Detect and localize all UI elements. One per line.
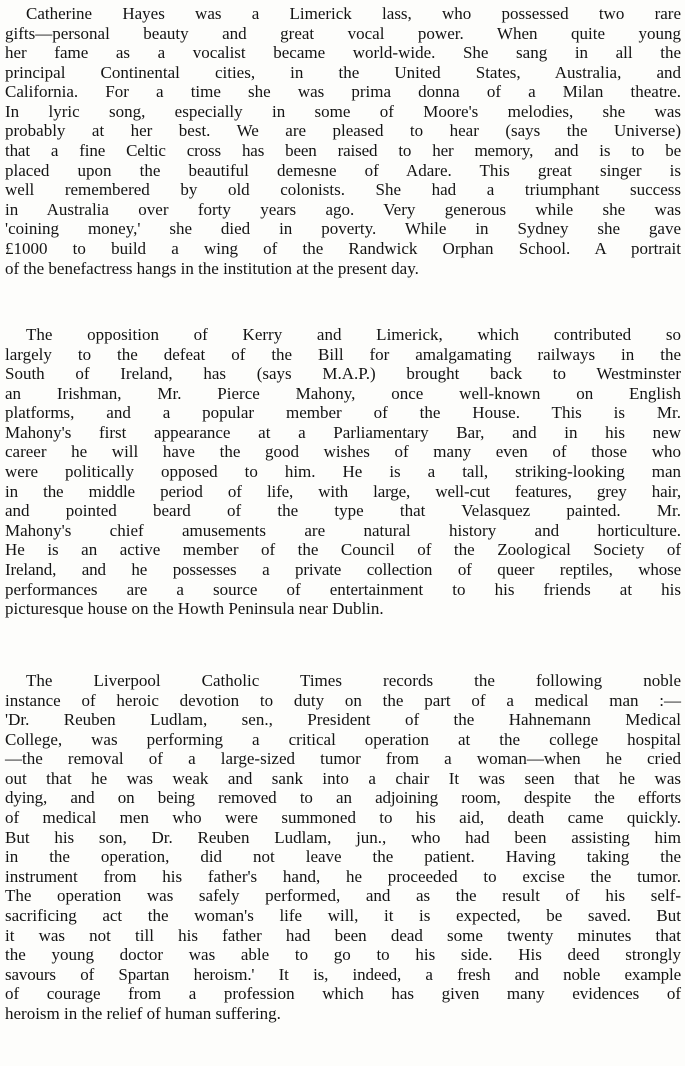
text-line: that a fine Celtic cross has been raised to her memory, and is to be	[5, 141, 681, 161]
text-line: California. For a time she was prima donna of a Milan theatre.	[5, 82, 681, 102]
text-line: an Irishman, Mr. Pierce Mahony, once well-known on English	[5, 383, 681, 403]
text-line: of medical men who were summoned to his aid, death came quickly.	[5, 808, 681, 828]
text-line: But his son, Dr. Reuben Ludlam, jun., who had been assisting him	[5, 827, 681, 847]
text-line: platforms, and a popular member of the House. This is Mr.	[5, 403, 681, 423]
text-line: of the benefactress hangs in the institution at the present day.	[5, 258, 419, 278]
text-line: performances are a source of entertainment to his friends at his	[5, 579, 681, 599]
text-line: instrument from his father's hand, he proceeded to excise the tumor.	[5, 866, 681, 886]
text-line: £1000 to build a wing of the Randwick Orphan School. A portrait	[5, 238, 681, 258]
paragraph-catherine-hayes	[5, 4, 681, 278]
text-line: heroism in the relief of human suffering.	[5, 1003, 281, 1023]
text-line: College, was performing a critical operation at the college hospital	[5, 729, 681, 749]
text-line: The operation was safely performed, and as the result of his self-	[5, 886, 681, 906]
text-line: and pointed beard of the type that Velasquez painted. Mr.	[5, 501, 681, 521]
text-line: sacrificing act the woman's life will, it is expected, be saved. But	[5, 905, 681, 925]
text-line: in the middle period of life, with large, well-cut features, grey hair,	[5, 481, 681, 501]
text-line: The opposition of Kerry and Limerick, which contributed so	[26, 325, 681, 344]
text-line: 'Dr. Reuben Ludlam, sen., President of the Hahnemann Medical	[5, 710, 681, 730]
text-line: largely to the defeat of the Bill for amalgamating railways in the	[5, 344, 681, 364]
text-line: Ireland, and he possesses a private collection of queer reptiles, whose	[5, 559, 681, 579]
text-line: placed upon the beautiful demesne of Adare. This great singer is	[5, 160, 681, 180]
text-line: The Liverpool Catholic Times records the following noble	[26, 671, 681, 690]
text-line: Mahony's first appearance at a Parliamentary Bar, and in his new	[5, 422, 681, 442]
text-line: In lyric song, especially in some of Moore's melodies, she was	[5, 101, 681, 121]
text-line: —the removal of a large-sized tumor from a woman—when he cried	[5, 749, 681, 769]
text-line: her fame as a vocalist became world-wide. She sang in all the	[5, 43, 681, 63]
text-line: well remembered by old colonists. She had a triumphant success	[5, 180, 681, 200]
text-line: savours of Spartan heroism.' It is, indeed, a fresh and noble example	[5, 964, 681, 984]
text-line: principal Continental cities, in the United States, Australia, and	[5, 62, 681, 82]
text-line: instance of heroic devotion to duty on the part of a medical man :—	[5, 690, 681, 710]
text-line: dying, and on being removed to an adjoining room, despite the efforts	[5, 788, 681, 808]
text-line: He is an active member of the Council of the Zoological Society of	[5, 540, 681, 560]
paragraph-reuben-ludlam	[5, 671, 681, 1023]
text-line: Mahony's chief amusements are natural history and horticulture.	[5, 520, 681, 540]
text-line: were politically opposed to him. He is a tall, striking-looking man	[5, 462, 681, 482]
text-line: the young doctor was able to go to his side. His deed strongly	[5, 945, 681, 965]
text-line: out that he was weak and sank into a chair It was seen that he was	[5, 768, 681, 788]
text-line: South of Ireland, has (says M.A.P.) brought back to Westminster	[5, 364, 681, 384]
text-line: it was not till his father had been dead some twenty minutes that	[5, 925, 681, 945]
text-line: of courage from a profession which has given many evidences of	[5, 984, 681, 1004]
paragraph-pierce-mahony	[5, 325, 681, 619]
text-line: career he will have the good wishes of many even of those who	[5, 442, 681, 462]
text-line: gifts—personal beauty and great vocal power. When quite young	[5, 23, 681, 43]
text-line: picturesque house on the Howth Peninsula near Dublin.	[5, 599, 384, 619]
text-line: probably at her best. We are pleased to hear (says the Universe)	[5, 121, 681, 141]
text-line: Catherine Hayes was a Limerick lass, who possessed two rare	[26, 4, 681, 23]
text-line: in the operation, did not leave the patient. Having taking the	[5, 847, 681, 867]
text-line: 'coining money,' she died in poverty. While in Sydney she gave	[5, 219, 681, 239]
text-line: in Australia over forty years ago. Very generous while she was	[5, 199, 681, 219]
